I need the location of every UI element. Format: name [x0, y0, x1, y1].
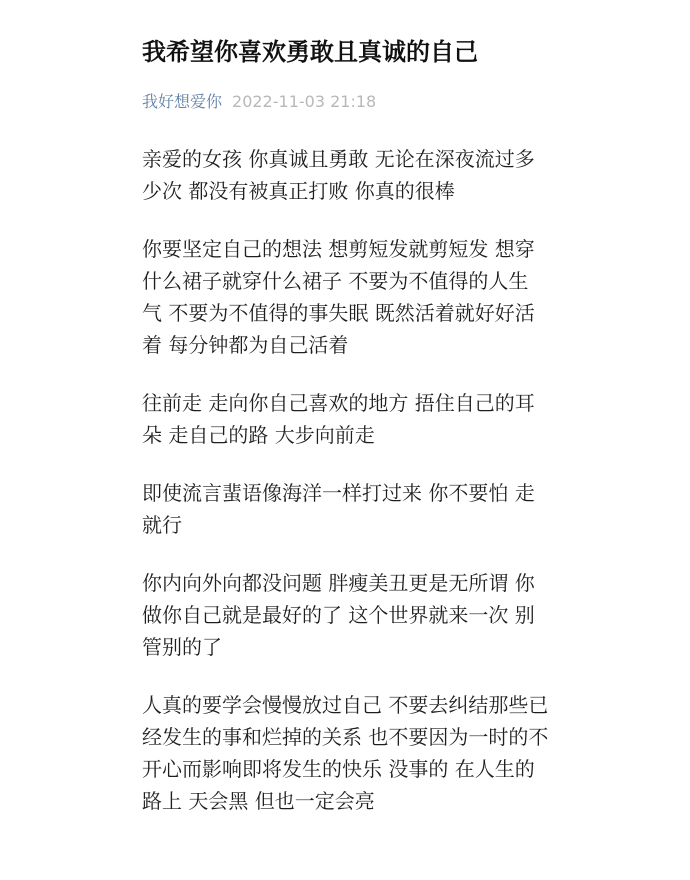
- article-paragraph-2: 你要坚定自己的想法 想剪短发就剪短发 想穿 什么裙子就穿什么裙子 不要为不值得的人生 气 不要为不值得的事失眠 既然活着就好好活 着 每分钟都为自己活着: [142, 237, 535, 357]
- article-paragraph-1: 亲爱的女孩 你真诚且勇敢 无论在深夜流过多 少次 都没有被真正打败 你真的很棒: [142, 147, 535, 203]
- author-name-link[interactable]: 我好想爱你: [142, 92, 223, 111]
- article-paragraph-3: 往前走 走向你自己喜欢的地方 捂住自己的耳 朵 走自己的路 大步向前走: [142, 391, 535, 447]
- article-paragraph-6: 人真的要学会慢慢放过自己 不要去纠结那些已 经发生的事和烂掉的关系 也不要因为一时的不 开心而影响即将发生的快乐 没事的 在人生的 路上 天会黑 但也一定会亮: [142, 693, 549, 813]
- article-paragraph-4: 即使流言蜚语像海洋一样打过来 你不要怕 走 就行: [142, 481, 535, 537]
- article-title: 我希望你喜欢勇敢且真诚的自己: [142, 38, 478, 66]
- post-timestamp: 2022-11-03 21:18: [232, 92, 377, 111]
- article-meta: [142, 90, 690, 114]
- article-paragraph-5: 你内向外向都没问题 胖瘦美丑更是无所谓 你 做你自己就是最好的了 这个世界就来一次 别 管别的了: [142, 571, 535, 659]
- article-body: [142, 143, 572, 817]
